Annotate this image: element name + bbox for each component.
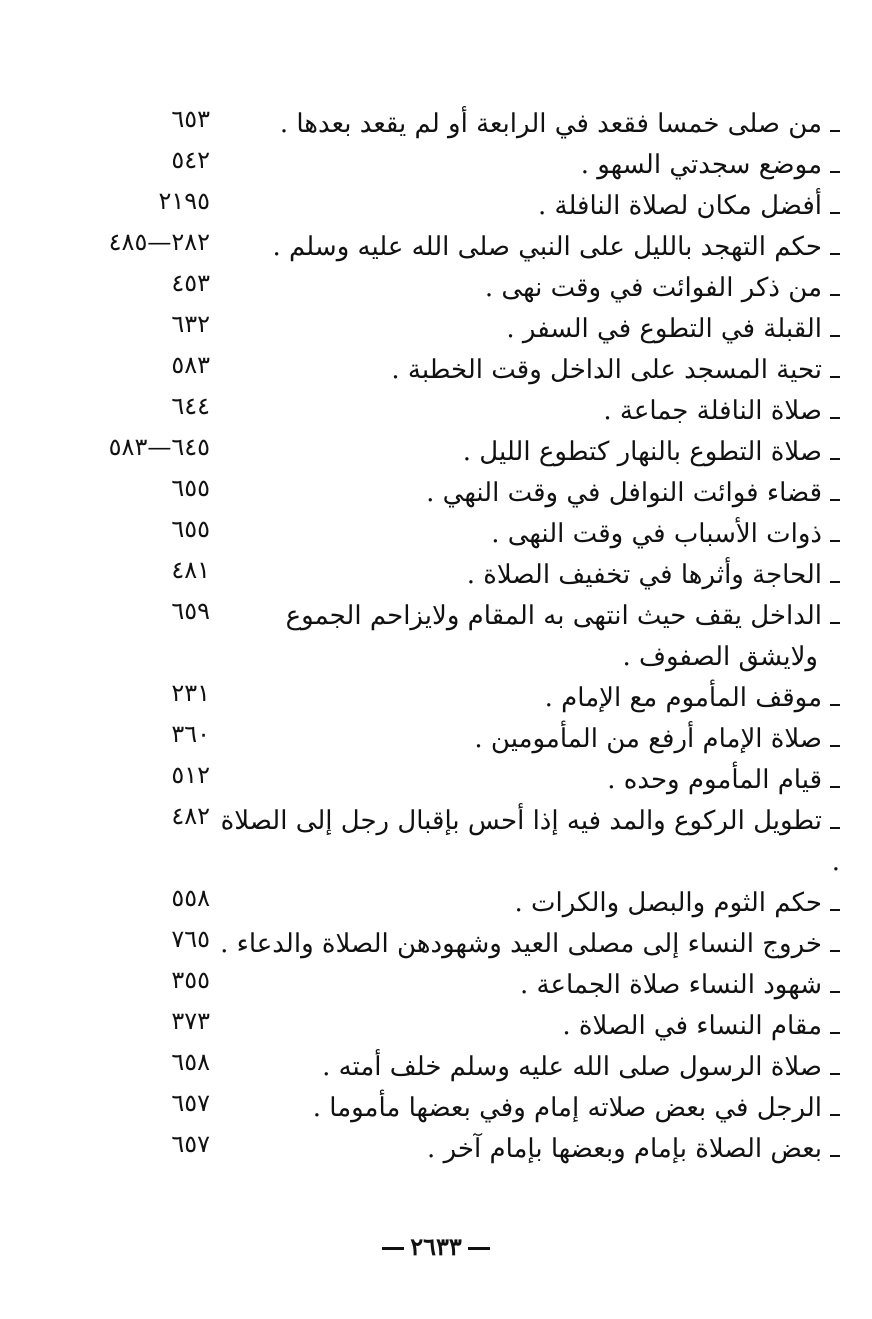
index-entry [40,965,840,1006]
entry-dash [830,950,840,952]
entry-title: قيام المأموم وحده . [607,765,822,795]
entry-text [210,391,840,432]
entry-dash [830,1155,840,1157]
entry-dash [830,909,840,911]
entry-page-ref: ٥٨٣ [171,351,210,379]
entry-title: موضع سجدتي السهو . [580,150,822,180]
index-entry [40,924,840,965]
entry-page-ref: ٣٦٠ [171,720,210,748]
entry-page-ref: ٤٥٣ [171,269,210,297]
entry-page-ref: ٣٥٥ [171,966,210,994]
entry-title: صلاة النافلة جماعة . [603,396,822,426]
entry-dash [830,991,840,993]
entry-text [210,596,840,678]
entry-page-ref: ٦٥٨ [171,1048,210,1076]
entry-text [210,1006,840,1047]
entry-dash [830,130,840,132]
index-entry [40,801,840,883]
entry-page-ref: ٣٧٣ [171,1007,210,1035]
entry-dash [830,458,840,460]
entry-title: صلاة الرسول صلى الله عليه وسلم خلف أمته . [322,1052,822,1082]
index-entry [40,104,840,145]
entry-page-ref: ٦٤٤ [171,392,210,420]
entry-dash [830,1032,840,1034]
entry-dash [830,1073,840,1075]
entry-page-ref: ٥١٢ [171,761,210,789]
entry-title: ذوات الأسباب في وقت النهى . [491,519,822,549]
index-list [40,104,840,1170]
entry-text [210,514,840,555]
index-entry [40,1006,840,1047]
entry-title: مقام النساء في الصلاة . [562,1011,822,1041]
footer-dash-left [382,1247,404,1250]
entry-text [210,1129,840,1170]
entry-dash [830,827,840,829]
entry-page-ref: ٢٨٢—٤٨٥ [108,228,210,256]
entry-title: تطويل الركوع والمد فيه إذا أحس بإقبال رجل إلى الصلاة . [220,806,840,877]
entry-dash [830,622,840,624]
entry-text [210,965,840,1006]
entry-title: الرجل في بعض صلاته إمام وفي بعضها مأموما . [312,1093,822,1123]
entry-title: من ذكر الفوائت في وقت نهى . [484,273,822,303]
entry-text [210,924,840,965]
entry-dash [830,704,840,706]
entry-dash [830,294,840,296]
entry-title: خروج النساء إلى مصلى العيد وشهودهن الصلاة والدعاء . [220,929,822,959]
entry-page-ref: ٢١٩٥ [158,187,210,215]
index-entry [40,883,840,924]
entry-text [210,473,840,514]
index-entry [40,1129,840,1170]
index-entry [40,1088,840,1129]
page-footer [0,1232,872,1261]
entry-text [210,350,840,391]
page-number: ٢٦٣٣ [410,1232,462,1261]
entry-page-ref: ٥٤٢ [171,146,210,174]
entry-text [210,432,840,473]
entry-dash [830,540,840,542]
entry-page-ref: ٦٥٧ [171,1130,210,1158]
entry-page-ref: ٦٥٥ [171,474,210,502]
index-entry [40,719,840,760]
entry-dash [830,376,840,378]
index-entry [40,596,840,678]
entry-page-ref: ٦٥٩ [171,597,210,625]
entry-text [210,719,840,760]
entry-title: تحية المسجد على الداخل وقت الخطبة . [391,355,822,385]
entry-title: حكم التهجد بالليل على النبي صلى الله عليه وسلم . [272,232,822,262]
entry-page-ref: ٤٨١ [171,556,210,584]
entry-text [210,555,840,596]
entry-text [210,227,840,268]
entry-dash [830,1114,840,1116]
index-entry [40,1047,840,1088]
entry-page-ref: ٤٨٢ [171,802,210,830]
entry-title: الحاجة وأثرها في تخفيف الصلاة . [466,560,822,590]
entry-page-ref: ٦٥٣ [171,105,210,133]
index-entry [40,186,840,227]
entry-text [210,883,840,924]
footer-dash-right [468,1247,490,1250]
entry-page-ref: ٦٤٥—٥٨٣ [108,433,210,461]
index-entry [40,555,840,596]
entry-title: من صلى خمسا فقعد في الرابعة أو لم يقعد بعدها . [279,109,822,139]
entry-page-ref: ٦٣٢ [171,310,210,338]
index-entry [40,227,840,268]
entry-dash [830,499,840,501]
entry-title: صلاة الإمام أرفع من المأمومين . [474,724,822,754]
entry-text [210,801,840,883]
entry-dash [830,171,840,173]
entry-title: حكم الثوم والبصل والكرات . [514,888,822,918]
entry-text [210,678,840,719]
entry-text [210,1088,840,1129]
entry-title: الداخل يقف حيث انتهى به المقام ولايزاحم الجموع [285,601,822,631]
entry-dash [830,253,840,255]
index-entry [40,350,840,391]
entry-dash [830,581,840,583]
index-entry [40,145,840,186]
index-entry [40,678,840,719]
entry-text [210,1047,840,1088]
entry-text [210,268,840,309]
entry-dash [830,745,840,747]
entry-page-ref: ٢٣١ [171,679,210,707]
index-entry [40,391,840,432]
index-entry [40,473,840,514]
entry-dash [830,212,840,214]
index-entry [40,309,840,350]
entry-title: أفضل مكان لصلاة النافلة . [537,191,822,221]
entry-title: القبلة في التطوع في السفر . [506,314,822,344]
entry-title: موقف المأموم مع الإمام . [544,683,822,713]
index-entry [40,268,840,309]
entry-dash [830,335,840,337]
entry-title: شهود النساء صلاة الجماعة . [520,970,822,1000]
entry-dash [830,417,840,419]
entry-dash [830,786,840,788]
index-entry [40,432,840,473]
entry-text [210,309,840,350]
entry-text [210,104,840,145]
entry-page-ref: ٧٦٥ [171,925,210,953]
entry-title-continued: ولايشق الصفوف . [622,642,818,672]
entry-text [210,186,840,227]
entry-page-ref: ٦٥٥ [171,515,210,543]
entry-title: صلاة التطوع بالنهار كتطوع الليل . [462,437,822,467]
entry-title: قضاء فوائت النوافل في وقت النهي . [426,478,822,508]
entry-title: بعض الصلاة بإمام وبعضها بإمام آخر . [427,1134,822,1164]
entry-page-ref: ٥٥٨ [171,884,210,912]
entry-text [210,760,840,801]
entry-page-ref: ٦٥٧ [171,1089,210,1117]
index-entry [40,760,840,801]
entry-text [210,145,840,186]
index-entry [40,514,840,555]
